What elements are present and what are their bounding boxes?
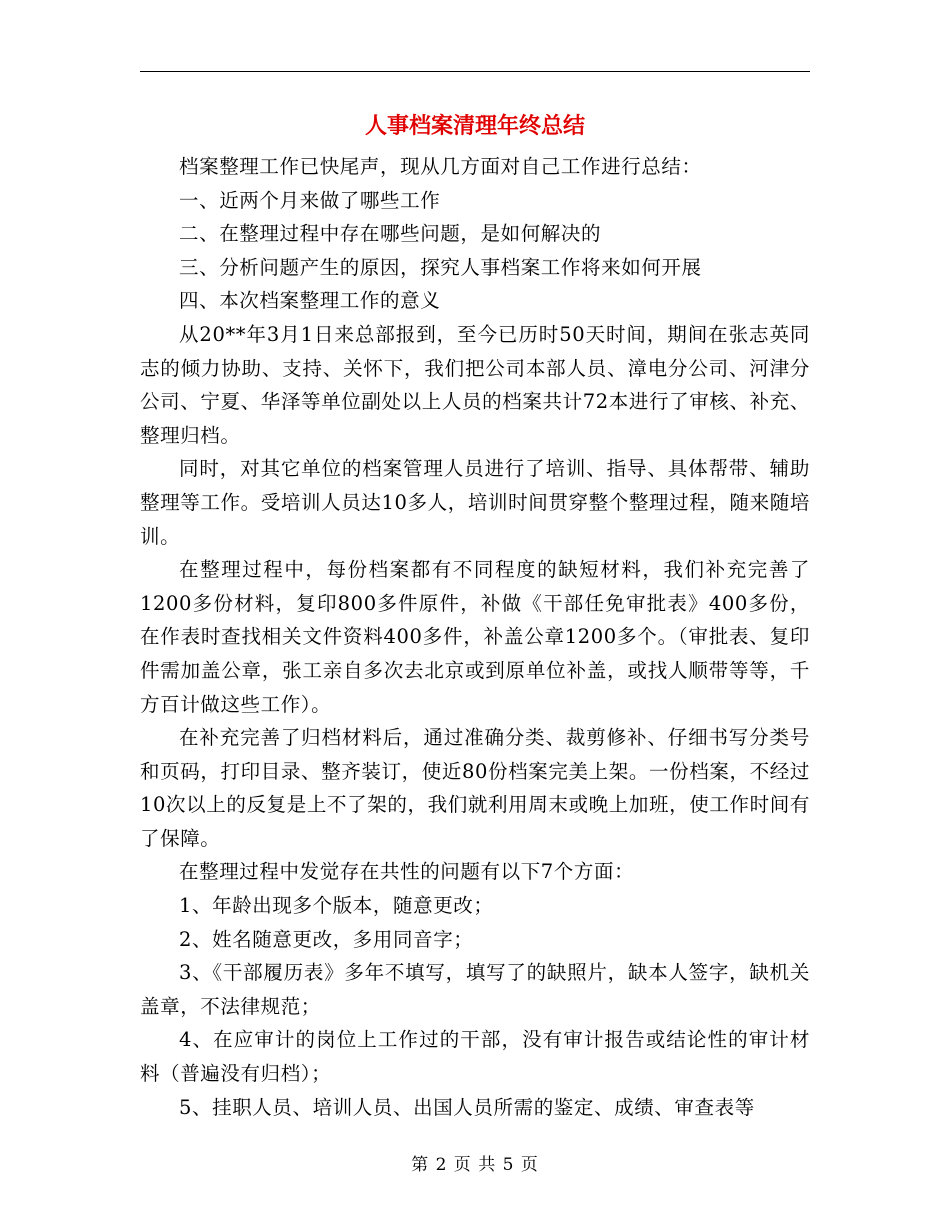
paragraph: 在补充完善了归档材料后，通过准确分类、裁剪修补、仔细书写分类号和页码，打印目录、整齐装订，使近80份档案完美上架。一份档案，不经过10次以上的反复是上不了架的，我们就利用周末或晚上加班，使工作时间有了保障。 [140,726,810,850]
paragraph: 档案整理工作已快尾声，现从几方面对自己工作进行总结： [179,155,702,178]
paragraph: 四、本次档案整理工作的意义 [179,289,441,313]
paragraph: 1、年龄出现多个版本，随意更改； [179,894,494,918]
paragraph: 同时，对其它单位的档案管理人员进行了培训、指导、具体帮带、辅助整理等工作。受培训人员达10多人，培训时间贯穿整个整理过程，随来随培训。 [140,457,810,548]
paragraph: 2、姓名随意更改，多用同音字； [179,927,474,951]
paragraph: 三、分析问题产生的原因，探究人事档案工作将来如何开展 [179,255,702,279]
paragraph: 4、在应审计的岗位上工作过的干部，没有审计报告或结论性的审计材料（普遍没有归档）； [140,1028,810,1086]
page-number-footer: 第 2 页 共 5 页 [411,1155,539,1175]
paragraph: 3、《干部履历表》多年不填写，填写了的缺照片，缺本人签字，缺机关盖章，不法律规范； [140,961,810,1018]
document-body [140,150,810,1124]
paragraph: 在整理过程中发觉存在共性的问题有以下7个方面： [179,860,635,884]
paragraph: 二、在整理过程中存在哪些问题，是如何解决的 [179,222,602,246]
paragraph: 5、挂职人员、培训人员、出国人员所需的鉴定、成绩、审查表等 [179,1095,755,1119]
document-title: 人事档案清理年终总结 [364,113,585,139]
header-rule [140,71,810,72]
paragraph: 在整理过程中，每份档案都有不同程度的缺短材料，我们补充完善了1200多份材料，复印800多件原件，补做《干部任免审批表》400多份，在作表时查找相关文件资料400多件，补盖公章1200多个。（审批表、复印件需加盖公章，张工亲自多次去北京或到原单位补盖，或找人顺带等等，千方百计做这些工作）。 [140,558,810,716]
paragraph: 从20**年3月1日来总部报到，至今已历时50天时间，期间在张志英同志的倾力协助、支持、关怀下，我们把公司本部人员、漳电分公司、河津分公司、宁夏、华泽等单位副处以上人员的档案共计72本进行了审核、补充、整理归档。 [140,322,810,447]
paragraph: 一、近两个月来做了哪些工作 [179,188,441,212]
